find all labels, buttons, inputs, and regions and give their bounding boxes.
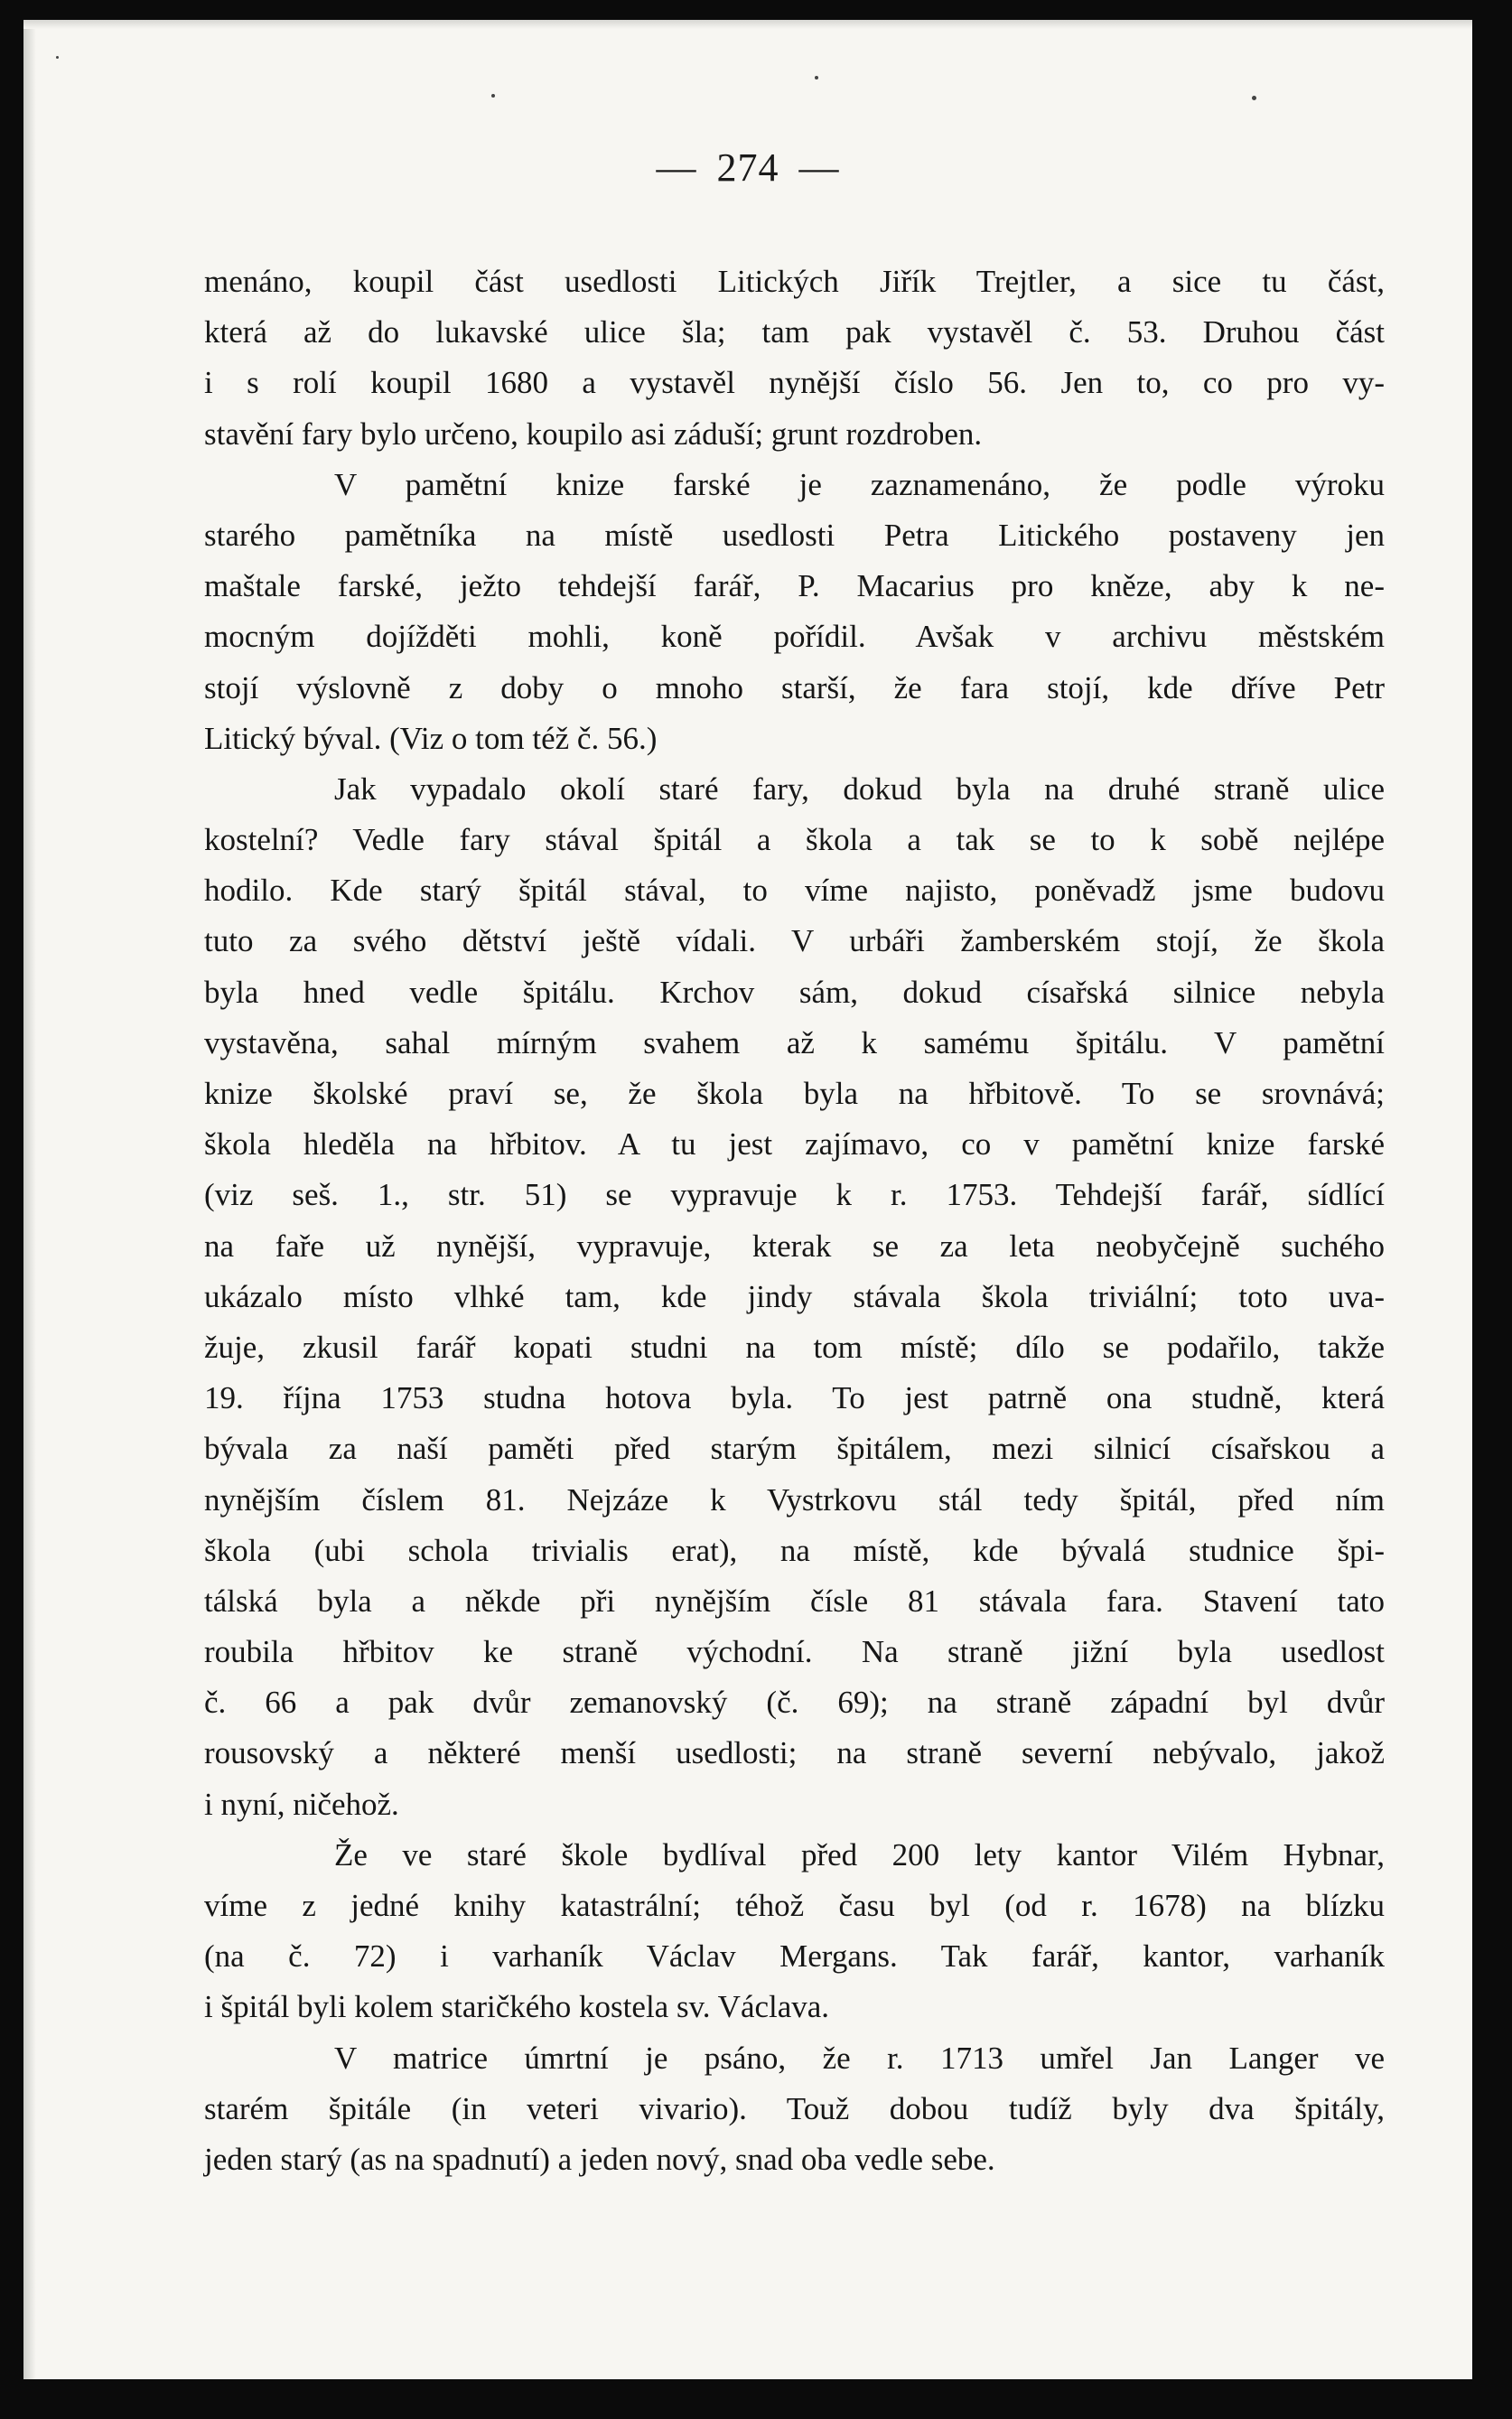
scan-shadow-top	[23, 20, 1472, 29]
text-line: V pamětní knize farské je zaznamenáno, že podle výroku	[334, 466, 1385, 502]
text-line: která až do lukavské ulice šla; tam pak vystavěl č. 53. Druhou část	[204, 314, 1385, 350]
scan-speck	[56, 56, 59, 59]
text-line: vystavěna, sahal mírným svahem až k samému špitálu. V pamětní	[204, 1024, 1385, 1060]
scan-speck	[815, 76, 818, 79]
page-number: 274	[716, 145, 779, 190]
text-line: jeden starý (as na spadnutí) a jeden nový, snad oba vedle sebe.	[204, 2141, 995, 2177]
text-line: maštale farské, ježto tehdejší farář, P. Macarius pro kněze, aby k ne-	[204, 568, 1385, 604]
text-line: knize školské praví se, že škola byla na hřbitově. To se srovnává;	[204, 1076, 1385, 1111]
scan-speck	[491, 94, 495, 98]
text-line: rousovský a některé menší usedlosti; na straně severní nebývalo, jakož	[204, 1735, 1385, 1771]
text-line: bývala za naší paměti před starým špitálem, mezi silnicí císařskou a	[204, 1431, 1385, 1467]
paragraph	[204, 764, 1385, 1830]
paragraph	[204, 2033, 1385, 2186]
text-line: stavění fary bylo určeno, koupilo asi záduší; grunt rozdroben.	[204, 416, 983, 452]
text-line: i nyní, ničehož.	[204, 1786, 399, 1822]
scan-speck	[1252, 96, 1256, 100]
page-number-dash-right: —	[798, 145, 840, 190]
text-line: Že ve staré škole bydlíval před 200 lety kantor Vilém Hybnar,	[334, 1836, 1385, 1873]
text-line: roubila hřbitov ke straně východní. Na straně jižní byla usedlost	[204, 1634, 1385, 1670]
body-text	[204, 257, 1385, 2185]
text-line: V matrice úmrtní je psáno, že r. 1713 umřel Jan Langer ve	[334, 2040, 1385, 2076]
text-line: Jak vypadalo okolí staré fary, dokud byla na druhé straně ulice	[334, 771, 1385, 807]
text-line: kostelní? Vedle fary stával špitál a škola a tak se to k sobě nejlépe	[204, 822, 1385, 858]
scan-shadow-left	[23, 20, 36, 2379]
text-line: víme z jedné knihy katastrální; téhož času byl (od r. 1678) na blízku	[204, 1888, 1385, 1923]
paragraph	[204, 257, 1385, 460]
paragraph	[204, 460, 1385, 764]
text-line: č. 66 a pak dvůr zemanovský (č. 69); na straně západní byl dvůr	[204, 1685, 1385, 1721]
text-line: (viz seš. 1., str. 51) se vypravuje k r. 1753. Tehdejší farář, sídlící	[204, 1177, 1385, 1213]
text-line: Litický býval. (Viz o tom též č. 56.)	[204, 720, 658, 756]
book-page	[23, 20, 1472, 2379]
text-line: škola hleděla na hřbitov. A tu jest zajímavo, co v pamětní knize farské	[204, 1126, 1385, 1163]
page-number-header	[23, 145, 1472, 191]
text-line: menáno, koupil část usedlosti Litických Jiřík Trejtler, a sice tu část,	[204, 264, 1385, 299]
text-line: i s rolí koupil 1680 a vystavěl nynější číslo 56. Jen to, co pro vy-	[204, 365, 1385, 401]
text-line: (na č. 72) i varhaník Václav Mergans. Tak farář, kantor, varhaník	[204, 1938, 1385, 1975]
text-line: mocným dojížděti mohli, koně pořídil. Avšak v archivu městském	[204, 619, 1385, 655]
paragraph	[204, 1830, 1385, 2033]
text-line: tálská byla a někde při nynějším čísle 81 stávala fara. Stavení tato	[204, 1583, 1385, 1619]
text-line: byla hned vedle špitálu. Krchov sám, dokud císařská silnice nebyla	[204, 974, 1385, 1010]
text-line: nynějším číslem 81. Nejzáze k Vystrkovu stál tedy špitál, před ním	[204, 1481, 1385, 1518]
text-line: ukázalo místo vlhké tam, kde jindy stávala škola triviální; toto uva-	[204, 1278, 1385, 1314]
text-line: starém špitále (in veteri vivario). Touž dobou tudíž byly dva špitály,	[204, 2090, 1385, 2126]
page-number-dash-left: —	[656, 145, 697, 190]
text-line: tuto za svého dětství ještě vídali. V urbáři žamberském stojí, že škola	[204, 923, 1385, 959]
text-line: škola (ubi schola trivialis erat), na místě, kde bývalá studnice špi-	[204, 1532, 1385, 1568]
text-line: 19. října 1753 studna hotova byla. To jest patrně ona studně, která	[204, 1380, 1385, 1416]
text-line: stojí výslovně z doby o mnoho starší, že fara stojí, kde dříve Petr	[204, 669, 1385, 705]
text-line: na faře už nynější, vypravuje, kterak se za leta neobyčejně suchého	[204, 1228, 1385, 1264]
text-line: starého pamětníka na místě usedlosti Petra Litického postaveny jen	[204, 517, 1385, 553]
text-line: hodilo. Kde starý špitál stával, to víme najisto, poněvadž jsme budovu	[204, 873, 1385, 909]
text-line: i špitál byli kolem staričkého kostela sv. Václava.	[204, 1989, 830, 2025]
text-line: žuje, zkusil farář kopati studni na tom místě; dílo se podařilo, takže	[204, 1329, 1385, 1365]
